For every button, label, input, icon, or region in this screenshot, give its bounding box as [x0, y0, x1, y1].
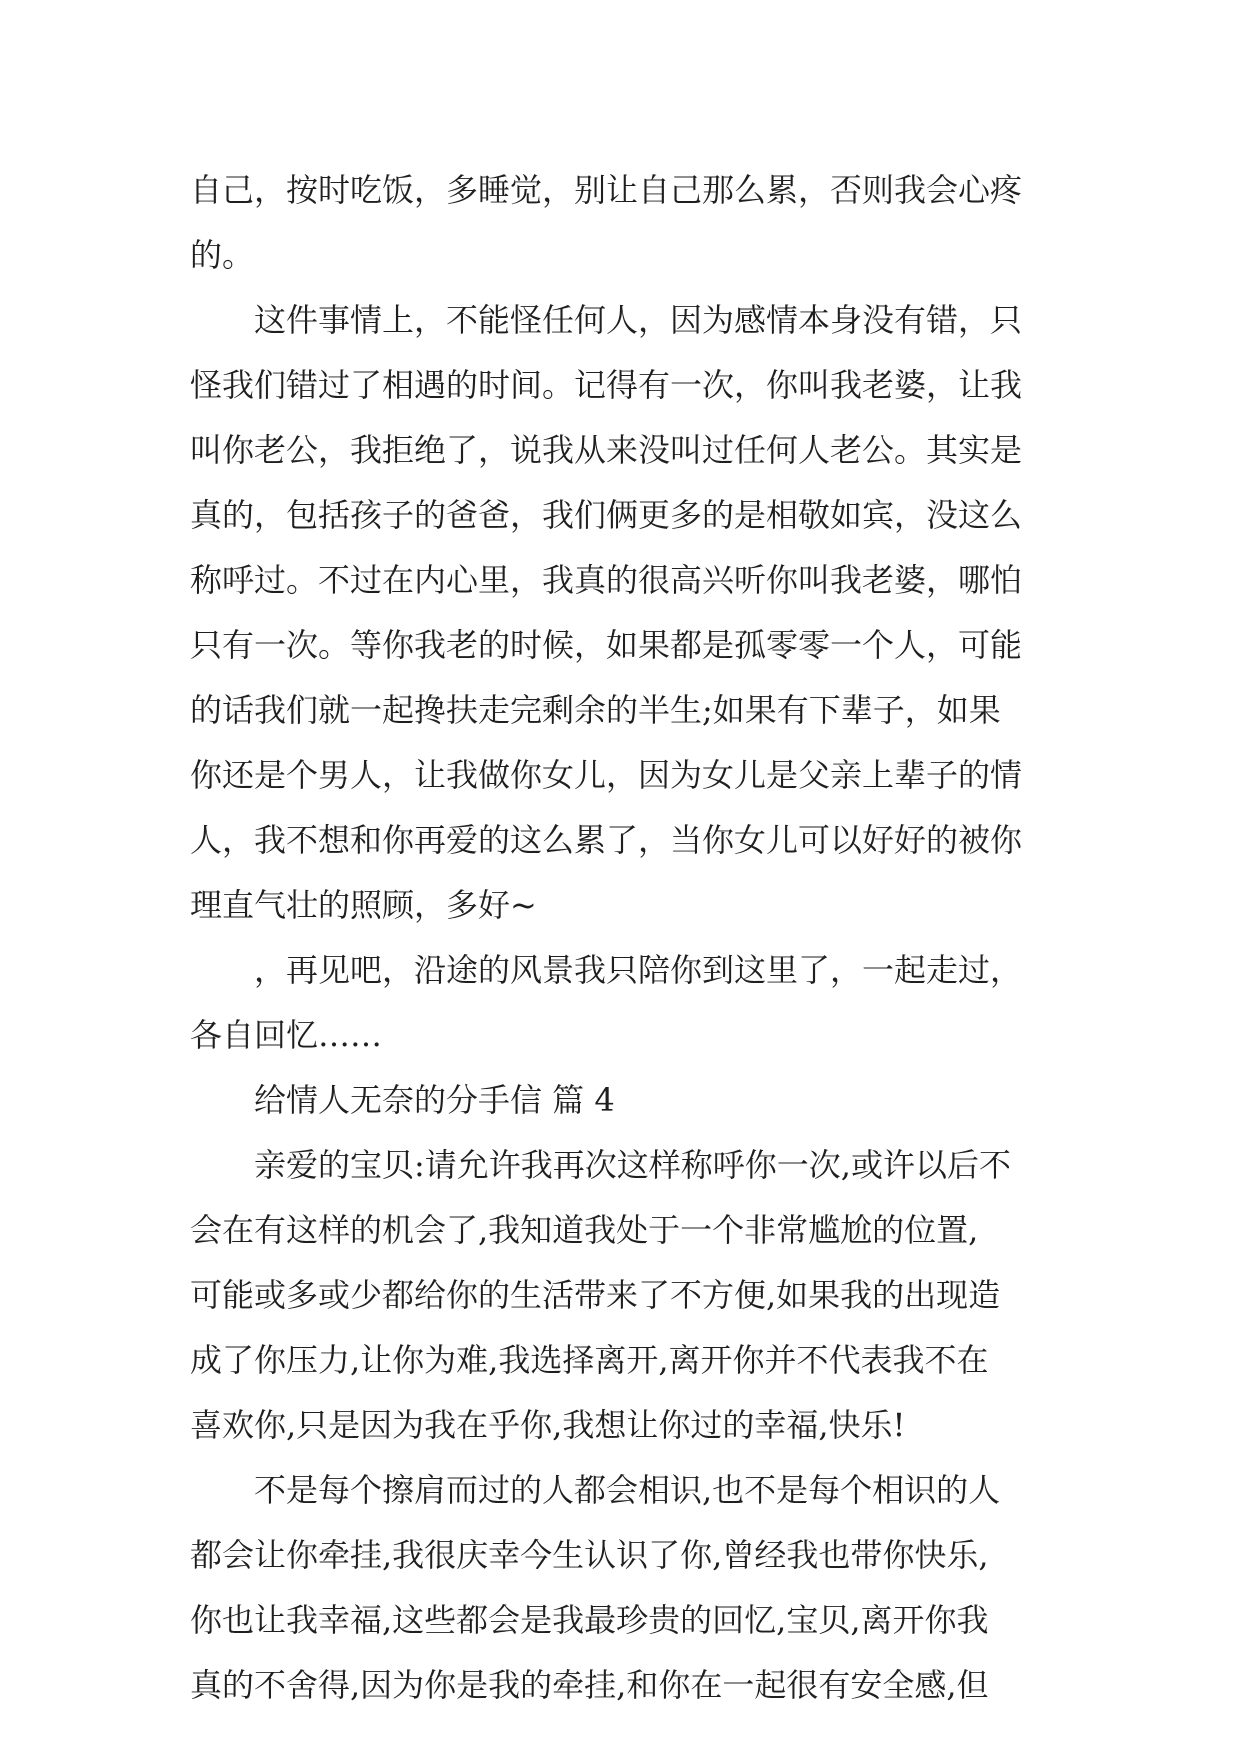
paragraph-start-line: 亲爱的宝贝:请允许我再次这样称呼你一次,或许以后不	[254, 1146, 1011, 1184]
text-line: 会在有这样的机会了,我知道我处于一个非常尴尬的位置,	[190, 1211, 979, 1249]
text-line: 人，我不想和你再爱的这么累了，当你女儿可以好好的被你	[190, 821, 1023, 859]
document-body	[190, 158, 1060, 1718]
text-line: 称呼过。不过在内心里，我真的很高兴听你叫我老婆，哪怕	[190, 561, 1023, 599]
paragraph-start-line: 这件事情上，不能怪任何人，因为感情本身没有错，只	[254, 301, 1023, 339]
paragraph-start-line: ，再见吧，沿途的风景我只陪你到这里了，一起走过，	[254, 951, 1023, 989]
text-line: 你也让我幸福,这些都会是我最珍贵的回忆,宝贝,离开你我	[190, 1601, 989, 1639]
paragraph-start-line: 不是每个擦肩而过的人都会相识,也不是每个相识的人	[254, 1471, 1001, 1509]
section-heading: 给情人无奈的分手信 篇 4	[254, 1081, 615, 1119]
text-line: 的话我们就一起搀扶走完剩余的半生;如果有下辈子，如果	[190, 691, 1001, 729]
text-line: 怪我们错过了相遇的时间。记得有一次，你叫我老婆，让我	[190, 366, 1023, 404]
text-line: 理直气壮的照顾，多好~	[190, 886, 537, 924]
text-line: 叫你老公，我拒绝了，说我从来没叫过任何人老公。其实是	[190, 431, 1023, 469]
text-line: 自己，按时吃饭，多睡觉，别让自己那么累，否则我会心疼	[190, 171, 1023, 209]
text-line: 真的不舍得,因为你是我的牵挂,和你在一起很有安全感,但	[190, 1666, 989, 1704]
text-line: 只有一次。等你我老的时候，如果都是孤零零一个人，可能	[190, 626, 1023, 664]
text-line: 成了你压力,让你为难,我选择离开,离开你并不代表我不在	[190, 1341, 989, 1379]
text-line: 真的，包括孩子的爸爸，我们俩更多的是相敬如宾，没这么	[190, 496, 1023, 534]
text-line: 都会让你牵挂,我很庆幸今生认识了你,曾经我也带你快乐,	[190, 1536, 989, 1574]
text-line: 喜欢你,只是因为我在乎你,我想让你过的幸福,快乐!	[190, 1406, 906, 1444]
text-line: 可能或多或少都给你的生活带来了不方便,如果我的出现造	[190, 1276, 1001, 1314]
text-line: 的。	[190, 236, 255, 274]
text-line: 各自回忆……	[190, 1016, 383, 1054]
text-line: 你还是个男人，让我做你女儿，因为女儿是父亲上辈子的情	[190, 756, 1023, 794]
